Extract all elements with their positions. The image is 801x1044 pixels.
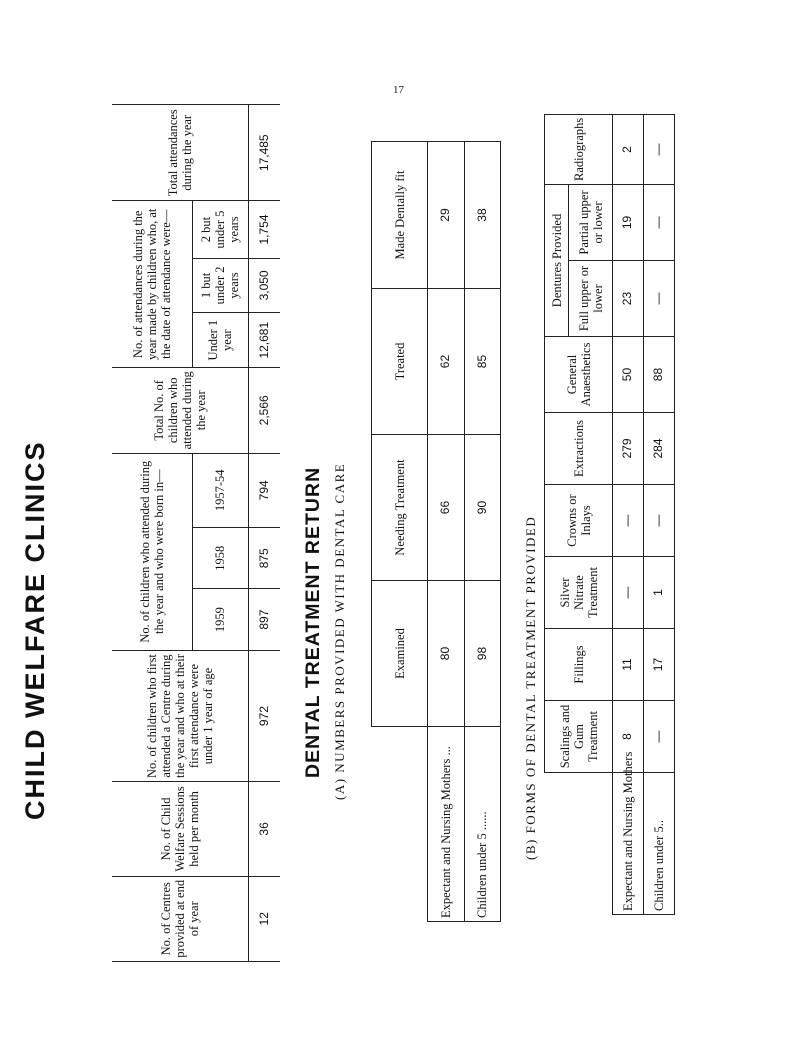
value-total-children: 2,566: [248, 368, 280, 453]
table-cell: —: [613, 485, 644, 557]
value-under-1: 12,681: [248, 313, 280, 368]
row-label-children: Children under 5 ......: [464, 727, 500, 922]
dental-subtitle-b: (B) FORMS OF DENTAL TREATMENT PROVIDED: [523, 515, 538, 860]
header-extractions: Extractions: [545, 413, 613, 485]
page-number: 17: [393, 84, 404, 96]
table-cell: 98: [464, 581, 500, 727]
table-cell: 23: [613, 261, 644, 337]
table-cell: 17: [644, 629, 675, 701]
dental-table-b: [544, 114, 675, 915]
table-cell: —: [644, 114, 675, 184]
header-radiographs: Radiographs: [545, 114, 613, 184]
header-sessions: No. of Child Welfare Sessions held per month: [112, 782, 248, 876]
value-first-attended: 972: [248, 650, 280, 781]
table-cell: 279: [613, 413, 644, 485]
table-cell: 11: [613, 629, 644, 701]
header-total-children: Total No. of children who attended during the year: [112, 368, 248, 453]
dental-table-b-wrap: [544, 114, 675, 915]
value-2-to-5: 1,754: [248, 201, 280, 258]
table-cell: 2: [613, 114, 644, 184]
header-scalings: Scalings and Gum Treatment: [545, 701, 613, 773]
table-cell: 80: [428, 581, 464, 727]
dental-table-a: [371, 141, 501, 922]
header-partial-dentures: Partial upper or lower: [569, 184, 613, 260]
header-treated: Treated: [372, 289, 428, 435]
table-cell: —: [613, 557, 644, 629]
table-cell: 1: [644, 557, 675, 629]
table-cell: 38: [464, 142, 500, 289]
table-cell: —: [644, 701, 675, 773]
header-total-attendances: Total attendances during the year: [112, 105, 248, 202]
table-cell: 19: [613, 184, 644, 260]
table-cell: 90: [464, 435, 500, 581]
header-born-1959: 1959: [192, 589, 248, 650]
value-sessions: 36: [248, 782, 280, 876]
header-under-1: Under 1 year: [192, 313, 248, 368]
header-centres: No. of Centres provided at end of year: [112, 876, 248, 961]
value-1-to-2: 3,050: [248, 258, 280, 313]
corner-cell: [545, 773, 613, 915]
dental-title: DENTAL TREATMENT RETURN: [302, 466, 324, 778]
value-centres: 12: [248, 876, 280, 961]
header-crowns: Crowns or Inlays: [545, 485, 613, 557]
value-born-1958: 875: [248, 528, 280, 589]
header-made-dentally-fit: Made Dentally fit: [372, 142, 428, 289]
header-examined: Examined: [372, 581, 428, 727]
table-cell: 8: [613, 701, 644, 773]
header-silver-nitrate: Silver Nitrate Treatment: [545, 557, 613, 629]
header-full-dentures: Full upper or lower: [569, 261, 613, 337]
header-attendances-group: No. of attendances during the year made by children who, at the date of attendance were—: [112, 201, 192, 368]
header-needing-treatment: Needing Treatment: [372, 435, 428, 581]
value-total-attendances: 17,485: [248, 105, 280, 202]
table-cell: 29: [428, 142, 464, 289]
row-label-mothers: Expectant and Nursing Mothers ...: [428, 727, 464, 922]
table-cell: —: [644, 261, 675, 337]
table-cell: —: [644, 485, 675, 557]
value-born-1957-54: 794: [248, 453, 280, 528]
header-born-1957-54: 1957-54: [192, 453, 248, 528]
corner-cell: [372, 727, 428, 922]
table-cell: 62: [428, 289, 464, 435]
table-cell: 50: [613, 337, 644, 413]
table-cell: 85: [464, 289, 500, 435]
page-title: CHILD WELFARE CLINICS: [20, 440, 50, 820]
header-anaesthetics: General Anaesthetics: [545, 337, 613, 413]
table-cell: 88: [644, 337, 675, 413]
header-1-to-2: 1 but under 2 years: [192, 258, 248, 313]
header-2-to-5: 2 but under 5 years: [192, 201, 248, 258]
header-born-group: No. of children who attended during the year and who were born in—: [112, 453, 192, 650]
row-label-children: Children under 5..: [644, 773, 675, 915]
table-cell: —: [644, 184, 675, 260]
table-cell: 284: [644, 413, 675, 485]
header-fillings: Fillings: [545, 629, 613, 701]
table-cell: 66: [428, 435, 464, 581]
row-label-mothers: Expectant and Nursing Mothers: [613, 773, 644, 915]
value-born-1959: 897: [248, 589, 280, 650]
clinics-table: [112, 104, 280, 962]
header-first-attended: No. of children who first attended a Centre during the year and who at their first attendance were under 1 year of age: [112, 650, 248, 781]
dental-table-a-wrap: [371, 141, 501, 922]
header-dentures-group: Dentures Provided: [545, 184, 569, 336]
dental-subtitle-a: (A) NUMBERS PROVIDED WITH DENTAL CARE: [332, 462, 347, 800]
header-born-1958: 1958: [192, 528, 248, 589]
clinics-table-wrap: [112, 104, 280, 962]
